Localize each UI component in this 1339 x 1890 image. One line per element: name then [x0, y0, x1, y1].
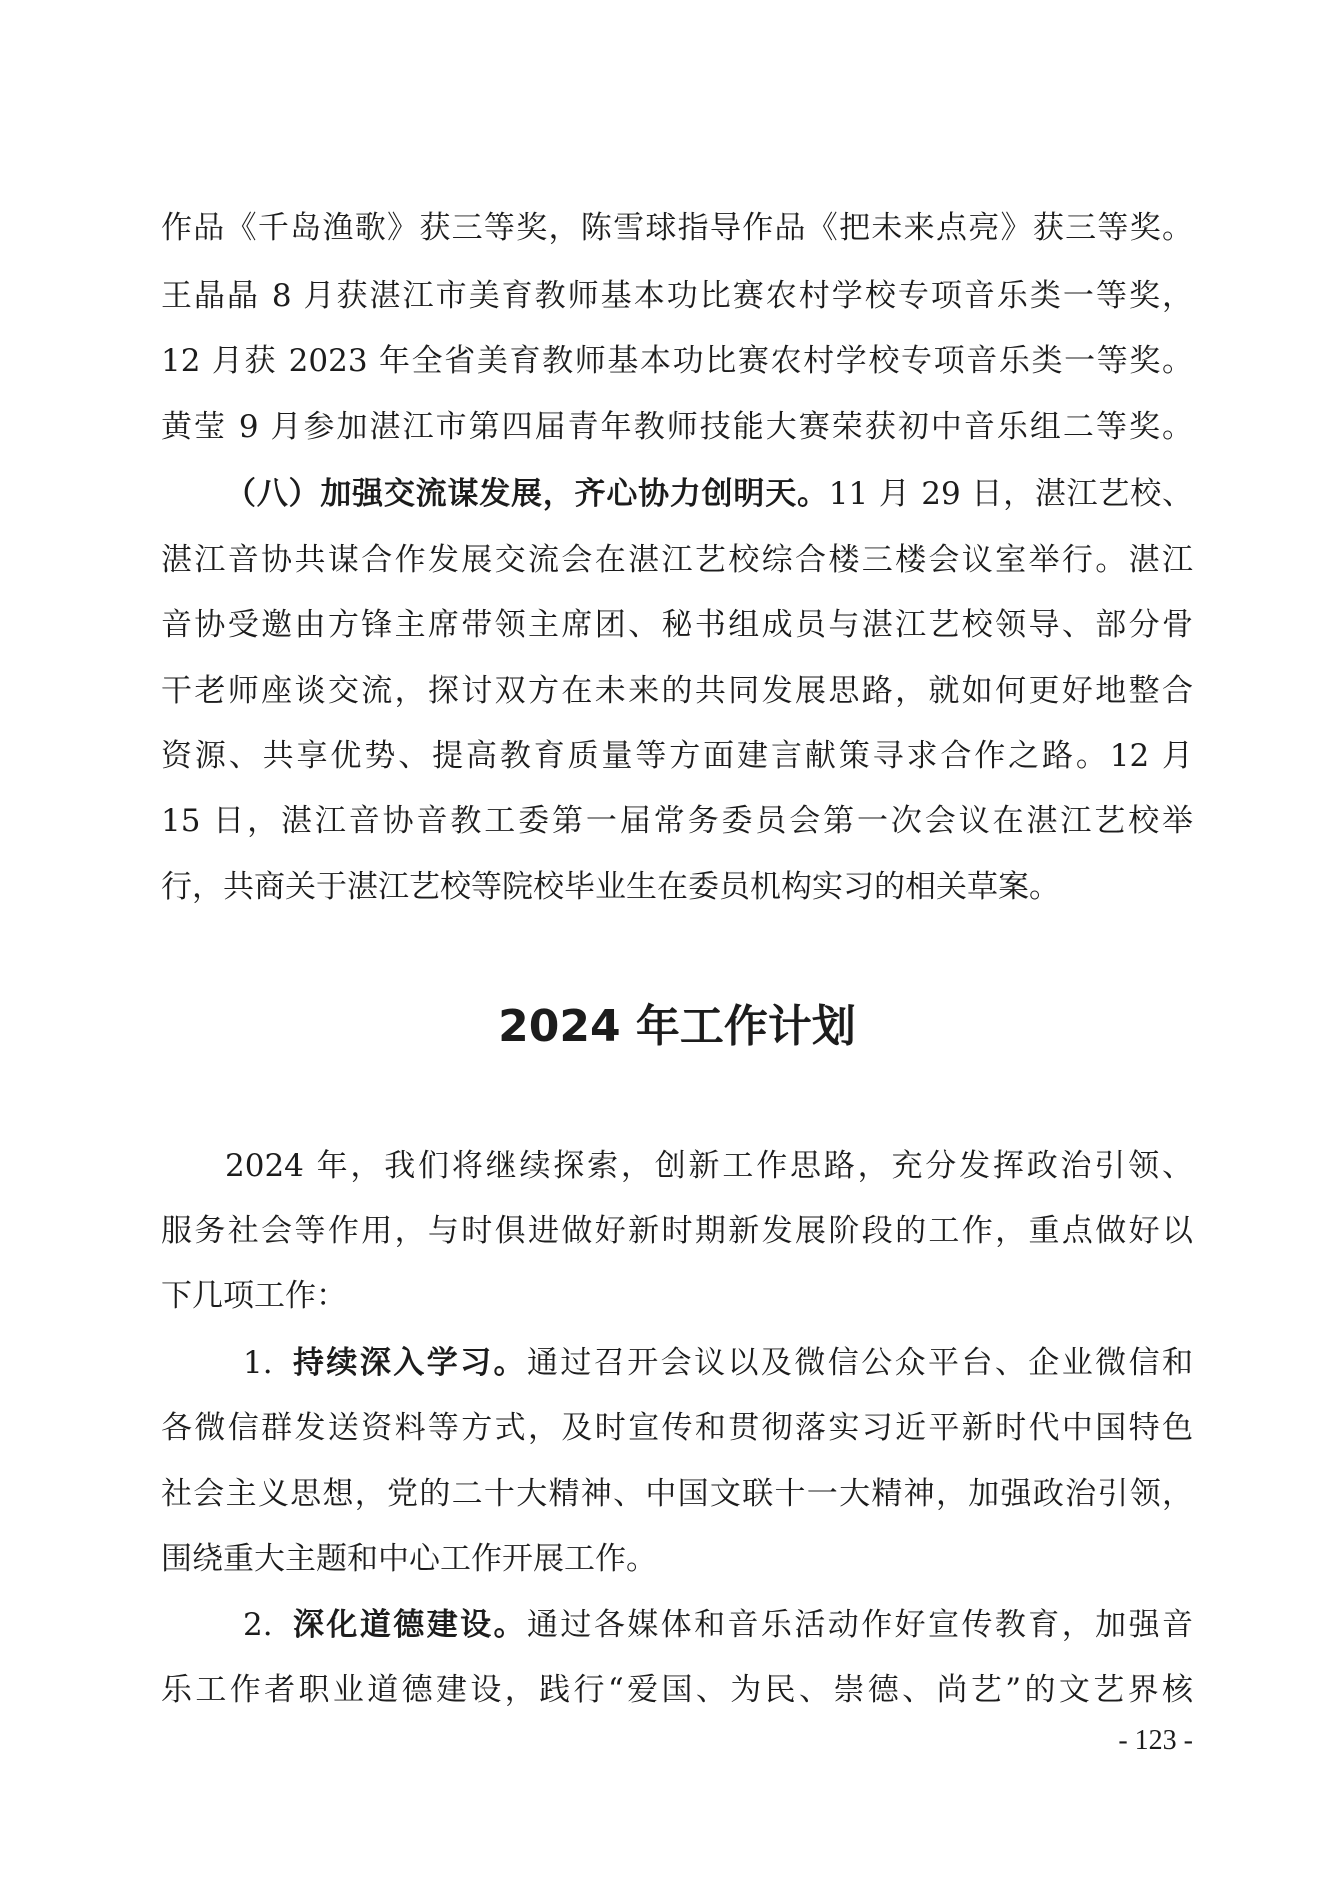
- text-line: 黄莹 9 月参加湛江市第四届青年教师技能大赛荣获初中音乐组二等奖。: [161, 409, 1193, 445]
- text-line: 作品《千岛渔歌》获三等奖，陈雪球指导作品《把未来点亮》获三等奖。: [161, 210, 1193, 246]
- text-line: 乐工作者职业道德建设，践行“爱国、为民、崇德、尚艺”的文艺界核: [161, 1672, 1193, 1708]
- page-number: - 123 -: [1118, 1725, 1193, 1756]
- list-item-heading: 深化道德建设。: [290, 1607, 527, 1643]
- text-line: 湛江音协共谋合作发展交流会在湛江艺校综合楼三楼会议室举行。湛江: [161, 542, 1193, 578]
- text-line: 音协受邀由方锋主席带领主席团、秘书组成员与湛江艺校领导、部分骨: [161, 607, 1193, 643]
- text-line: 各微信群发送资料等方式，及时宣传和贯彻落实习近平新时代中国特色: [161, 1410, 1193, 1446]
- list-item-1-first-line: [243, 1343, 1193, 1383]
- text-line: 12 月获 2023 年全省美育教师基本功比赛农村学校专项音乐类一等奖。: [161, 343, 1193, 379]
- list-item-2-first-line: [243, 1605, 1193, 1645]
- text-run: 通过召开会议以及微信公众平台、企业微信和: [526, 1345, 1193, 1381]
- text-run: 通过各媒体和音乐活动作好宣传教育，加强音: [526, 1607, 1193, 1643]
- section-8-first-line: [225, 474, 1193, 514]
- page-title: 2024 年工作计划: [498, 1001, 856, 1052]
- text-line: 下几项工作：: [161, 1278, 347, 1314]
- text-line: 15 日，湛江音协音教工委第一届常务委员会第一次会议在湛江艺校举: [161, 803, 1193, 839]
- text-line: 社会主义思想，党的二十大精神、中国文联十一大精神，加强政治引领，: [161, 1476, 1193, 1512]
- text-line: 围绕重大主题和中心工作开展工作。: [161, 1541, 657, 1577]
- list-item-number: 1.: [243, 1345, 273, 1381]
- text-line: 王晶晶 8 月获湛江市美育教师基本功比赛农村学校专项音乐类一等奖，: [161, 278, 1193, 314]
- text-line: 干老师座谈交流，探讨双方在未来的共同发展思路，就如何更好地整合: [161, 673, 1193, 709]
- list-item-number: 2.: [243, 1607, 273, 1643]
- text-run: 11 月 29 日，湛江艺校、: [828, 476, 1193, 512]
- text-line: 服务社会等作用，与时俱进做好新时期新发展阶段的工作，重点做好以: [161, 1213, 1193, 1249]
- section-heading: （八）加强交流谋发展，齐心协力创明天。: [225, 476, 829, 512]
- text-line: 资源、共享优势、提高教育质量等方面建言献策寻求合作之路。12 月: [161, 738, 1193, 774]
- list-item-heading: 持续深入学习。: [290, 1345, 527, 1381]
- text-line: 行，共商关于湛江艺校等院校毕业生在委员机构实习的相关草案。: [161, 869, 1060, 905]
- text-line: 2024 年，我们将继续探索，创新工作思路，充分发挥政治引领、: [225, 1148, 1193, 1184]
